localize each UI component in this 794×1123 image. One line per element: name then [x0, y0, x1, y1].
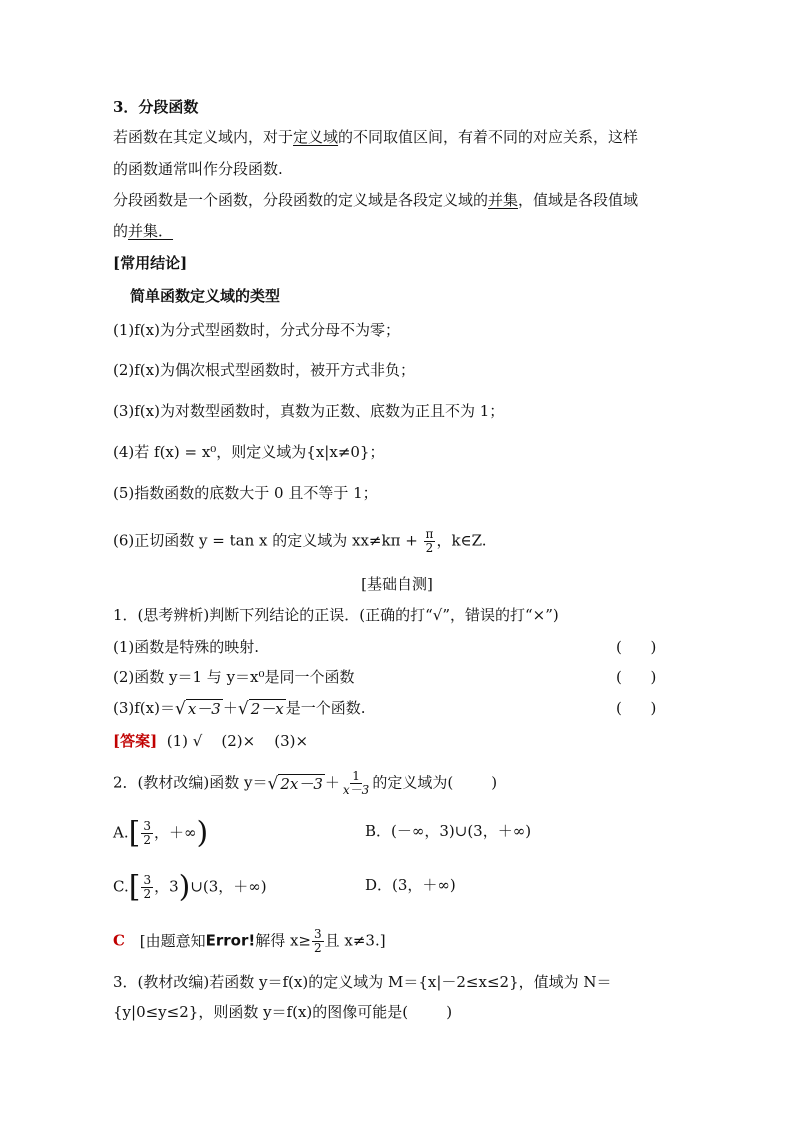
judgement-item-text: 是一个函数.	[285, 699, 366, 717]
option-text: B．(－∞，3)∪(3，＋∞)	[365, 822, 532, 840]
text-segment: 分段函数是一个函数，分段函数的定义域是各段定义域的	[113, 191, 489, 209]
question-stem-text: {y|0≤y≤2}，则函数 y＝f(x)的图像可能是( )	[113, 1003, 453, 1021]
judgement-item	[113, 697, 365, 720]
answer-text: 解得 x≥	[255, 931, 311, 950]
radicand: 2x－3	[280, 774, 323, 793]
radicand: 2－x	[250, 700, 284, 718]
question-stem	[113, 971, 612, 993]
conclusion-item-text: (6)正切函数 y = tan x 的定义域为 xx≠kπ +	[113, 531, 418, 550]
right-paren: )	[196, 815, 209, 851]
fraction-numerator: 3	[143, 873, 152, 887]
conclusion-item-text: (2)f(x)为偶次根式型函数时，被开方式非负；	[113, 361, 415, 379]
error-marker: Error!	[205, 931, 256, 950]
square-root: √ 2x－3	[267, 773, 323, 794]
left-bracket: [	[128, 869, 141, 905]
fraction-numerator: 3	[143, 819, 151, 833]
conclusion-item	[113, 400, 504, 422]
fraction	[141, 874, 153, 901]
conclusion-item	[113, 482, 378, 504]
option-c	[113, 869, 267, 905]
question-stem	[113, 604, 559, 626]
question-stem	[113, 1001, 452, 1023]
judgement-item	[113, 666, 355, 688]
left-bracket: [	[128, 815, 141, 851]
underlined-term: 定义域	[293, 128, 339, 146]
fraction-denominator: x－3	[342, 783, 370, 797]
option-text: ，3	[154, 877, 179, 896]
conclusion-item	[113, 528, 487, 555]
fraction	[341, 770, 371, 797]
fraction-numerator: π	[425, 527, 434, 541]
conclusion-item	[113, 319, 400, 341]
fraction	[312, 928, 324, 955]
text-segment: 的函数通常叫作分段函数.	[113, 160, 283, 178]
conclusion-item	[113, 441, 384, 463]
self-test-heading-text: [基础自测]	[361, 575, 433, 593]
judgement-item-text: (1)函数是特殊的映射.	[113, 638, 260, 656]
right-paren: )	[178, 869, 191, 905]
option-d	[365, 874, 456, 896]
text-segment: 的不同取值区间，有着不同的对应关系，这样	[338, 128, 639, 146]
question-stem-text: 2．(教材改编)函数 y＝	[113, 773, 268, 792]
conclusions-subheading	[130, 285, 280, 307]
underlined-term: 并集．	[128, 222, 174, 240]
answer-blank: ( )	[616, 668, 657, 686]
plus-sign: ＋	[222, 699, 238, 717]
judgement-item	[113, 636, 259, 658]
question-stem-text: 3．(教材改编)若函数 y＝f(x)的定义域为 M＝{x|－2≤x≤2}，值域为 N＝	[113, 973, 612, 991]
answer-text: (1) √ (2)× (3)×	[157, 732, 309, 750]
option-text: ∪(3，＋∞)	[190, 877, 267, 896]
fraction-denominator: 2	[425, 541, 434, 555]
fraction-numerator: 3	[313, 927, 322, 941]
fraction-denominator: 2	[143, 887, 152, 901]
conclusions-subheading-text: 简单函数定义域的类型	[130, 287, 281, 305]
paragraph-line	[113, 220, 173, 242]
conclusion-item-text: (3)f(x)为对数型函数时，真数为正数、底数为正且不为 1；	[113, 402, 505, 420]
paragraph-line	[113, 126, 638, 148]
answer-line	[113, 730, 308, 752]
text-segment: 若函数在其定义域内，对于	[113, 128, 294, 146]
text-segment: ，值域是各段值域	[518, 191, 639, 209]
question-stem-text: 1．(思考辨析)判断下列结论的正误．(正确的打“√”，错误的打“×”)	[113, 606, 559, 624]
question-stem-text: 的定义域为( )	[372, 773, 498, 792]
section-heading	[113, 96, 198, 118]
fraction-denominator: 2	[143, 833, 151, 847]
judgement-item-text: (2)函数 y＝1 与 y＝x⁰是同一个函数	[113, 668, 355, 686]
option-a	[113, 815, 209, 851]
fraction	[141, 820, 153, 847]
answer-line	[113, 928, 386, 955]
question-stem	[113, 770, 497, 797]
conclusion-item-text: (5)指数函数的底数大于 0 且不等于 1；	[113, 484, 378, 502]
conclusion-item-text: (4)若 f(x) = x⁰，则定义域为{x|x≠0}；	[113, 443, 385, 461]
answer-text: 且 x≠3.]	[324, 931, 386, 950]
section-heading-text: 3．分段函数	[113, 98, 199, 116]
answer-text: [由题意知	[139, 931, 206, 950]
fraction-numerator: 1	[352, 769, 360, 783]
conclusion-item	[113, 359, 415, 381]
option-label: C.	[113, 877, 129, 896]
conclusion-item-text: ，k∈Z.	[436, 531, 487, 550]
conclusions-heading-text: [常用结论]	[113, 254, 188, 272]
option-text: D．(3，＋∞)	[365, 876, 456, 894]
judgement-item-text: (3)f(x)＝	[113, 699, 175, 717]
answer-letter: C	[113, 931, 125, 950]
text-segment: 的	[113, 222, 129, 240]
option-b	[365, 820, 531, 842]
conclusions-heading	[113, 252, 187, 274]
paragraph-line	[113, 158, 283, 180]
conclusion-item-text: (1)f(x)为分式型函数时，分式分母不为零；	[113, 321, 400, 339]
option-label: A.	[113, 823, 129, 842]
fraction-denominator: 2	[313, 941, 322, 955]
answer-blank: ( )	[616, 638, 657, 656]
paragraph-line	[113, 189, 638, 211]
square-root: √ 2－x	[237, 699, 284, 719]
option-text: ，＋∞	[153, 823, 197, 842]
fraction	[424, 528, 436, 555]
plus-sign: ＋	[324, 773, 340, 792]
underlined-term: 并集	[488, 191, 519, 209]
radicand: x－3	[187, 700, 221, 718]
answer-label: [答案]	[113, 732, 158, 750]
answer-blank: ( )	[616, 699, 657, 717]
square-root: √ x－3	[174, 699, 221, 719]
self-test-heading	[0, 573, 794, 595]
